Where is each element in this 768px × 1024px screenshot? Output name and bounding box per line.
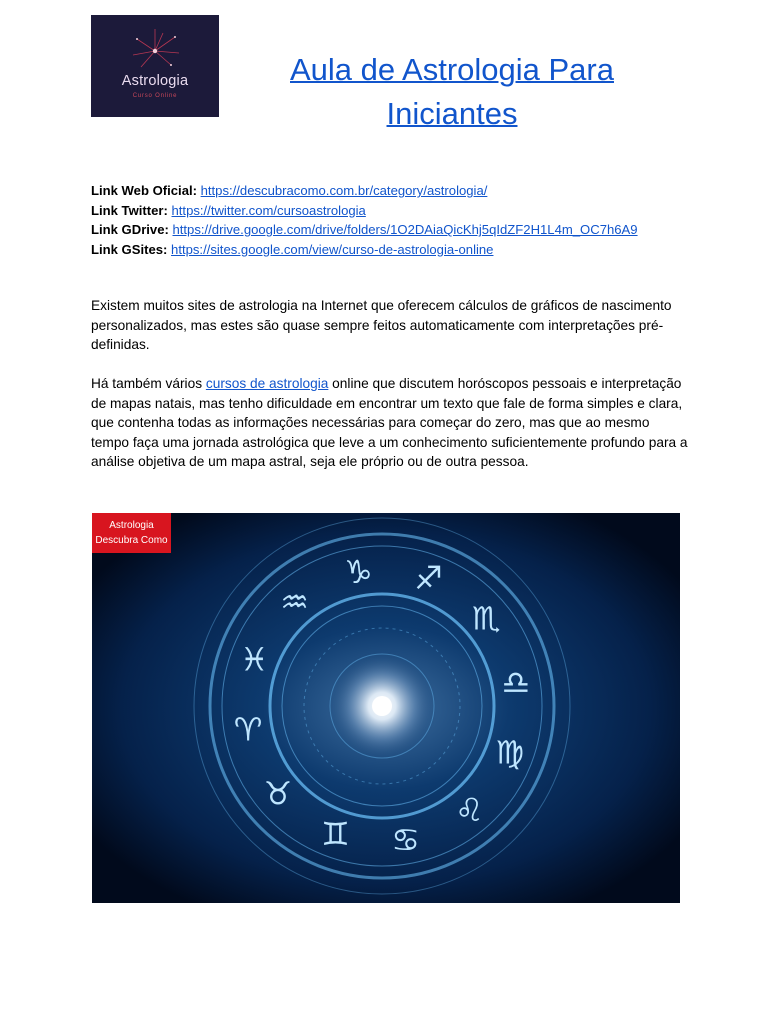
paragraph-courses <box>91 374 691 472</box>
link-label: Link GSites: <box>91 241 168 257</box>
courses-link[interactable]: cursos de astrologia <box>205 376 329 391</box>
link-url-gdrive[interactable]: https://drive.google.com/drive/folders/1O2DAiaQicKhj5qIdZF2H1L4m_OC7h6A9 <box>172 222 638 237</box>
title-line-1: Aula de Astrologia Para <box>290 52 614 87</box>
aries-icon: ♈ <box>233 710 263 749</box>
virgo-icon: ♍ <box>495 733 525 772</box>
link-row-gdrive <box>91 220 638 240</box>
title-link[interactable] <box>290 52 614 131</box>
badge-line-1: Astrologia <box>109 520 154 531</box>
pisces-icon: ♓ <box>239 640 269 679</box>
zodiac-wheel-graphic <box>92 513 680 903</box>
zodiac-wheel-image <box>92 513 680 903</box>
astrologia-logo <box>91 15 219 117</box>
link-label: Link Twitter: <box>91 202 168 218</box>
libra-icon: ♎ <box>501 663 531 702</box>
link-url-twitter[interactable]: https://twitter.com/cursoastrologia <box>171 202 366 218</box>
page-title <box>252 48 652 136</box>
link-label: Link GDrive: <box>91 222 169 237</box>
logo-subtitle: Curso Online <box>132 93 178 99</box>
leo-icon: ♌ <box>455 791 484 830</box>
link-row-web <box>91 181 638 201</box>
aquarius-icon: ♒ <box>280 582 309 621</box>
link-list <box>91 181 638 259</box>
paragraph-text-after: online que discutem horóscopos pessoais e interpretação de mapas natais, mas tenho dificuldade em encontrar um texto que fale de forma simples e clara, que contenha todas as informações necessárias para começar do zero, mas que ao mesmo tempo faça uma jornada astrológica que leve a um conhecimento suficientemente profundo para a análise objetiva de um mapa astral, seja ele próprio ou de outra pessoa. <box>91 376 688 469</box>
image-badge <box>92 513 171 553</box>
sagittarius-icon: ♐ <box>414 559 443 598</box>
star-burst-icon <box>91 15 219 117</box>
link-url-web[interactable]: https://descubracomo.com.br/category/astrologia/ <box>200 183 488 198</box>
gemini-icon: ♊ <box>321 814 350 853</box>
link-row-gsites <box>91 240 638 260</box>
taurus-icon: ♉ <box>263 774 293 813</box>
scorpio-icon: ♏ <box>471 599 501 638</box>
title-line-2: Iniciantes <box>386 96 518 131</box>
logo-title: Astrologia <box>121 73 189 89</box>
cancer-icon: ♋ <box>391 820 420 859</box>
capricorn-icon: ♑ <box>344 553 373 592</box>
link-label: Link Web Oficial: <box>91 183 197 198</box>
link-url-gsites[interactable]: https://sites.google.com/view/curso-de-astrologia-online <box>171 241 494 257</box>
paragraph-text-before: Há também vários <box>91 376 206 391</box>
badge-line-2: Descubra Como <box>95 535 168 546</box>
paragraph-intro: Existem muitos sites de astrologia na Internet que oferecem cálculos de gráficos de nascimento personalizados, mas estes são quase sempre feitos automaticamente com interpretações pré-definidas. <box>91 298 672 352</box>
link-row-twitter <box>91 201 638 221</box>
